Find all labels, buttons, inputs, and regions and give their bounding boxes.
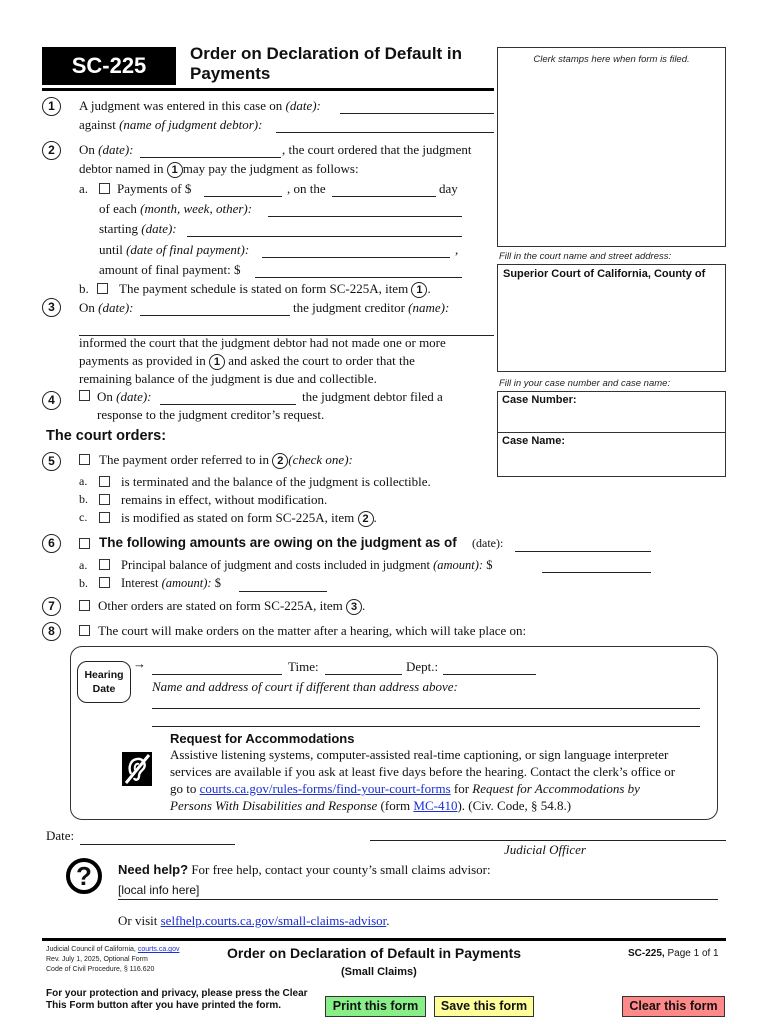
ref-item-1: 1: [411, 282, 427, 298]
schedule-text: The payment schedule is stated on form SC-225A, item 1 .: [119, 281, 431, 296]
title-line-1: Order on Declaration of Default in: [190, 44, 463, 63]
ref-item-1: 1: [209, 354, 225, 370]
assistive-listening-icon: [122, 752, 152, 786]
alt-address-line-2[interactable]: [152, 726, 700, 727]
payment-period-input[interactable]: [268, 216, 462, 217]
on-the-label: , on the: [287, 181, 326, 196]
item2b-label: b.: [79, 281, 89, 296]
courts-ca-gov-link[interactable]: courts.ca.gov: [137, 946, 180, 953]
response-checkbox[interactable]: [79, 390, 90, 401]
item5c-label: c.: [79, 510, 88, 524]
ref-item-1: 1: [167, 162, 183, 178]
amounts-owing-checkbox[interactable]: [79, 538, 90, 549]
item3-on-label: On (date):: [79, 300, 134, 315]
page-indicator: SC-225, Page 1 of 1: [628, 948, 719, 959]
item1-line1: A judgment was entered in this case on (date):: [79, 98, 321, 113]
comma: ,: [455, 242, 459, 257]
case-number-field[interactable]: [498, 392, 725, 432]
local-info-line: [118, 899, 718, 900]
hearing-date-input[interactable]: [152, 674, 282, 675]
principal-amount-input[interactable]: [542, 572, 651, 573]
payment-amount-input[interactable]: [204, 196, 282, 197]
court-box-hint: Fill in the court name and street address:: [499, 251, 672, 262]
form-id-badge: SC-225: [42, 47, 176, 85]
item4-on-label: On (date):: [97, 389, 152, 404]
council-text: Judicial Council of California, courts.ca.gov: [46, 946, 180, 953]
item6-date-label: (date):: [472, 536, 504, 550]
footer-title: Order on Declaration of Default in Payments: [227, 945, 522, 961]
creditor-label: the judgment creditor (name):: [293, 300, 450, 315]
help-text: Need help? For free help, contact your county’s small claims advisor:: [118, 862, 491, 877]
clerk-stamp-box: [497, 47, 726, 247]
principal-checkbox[interactable]: [99, 559, 110, 570]
arrow-right-icon: →: [133, 656, 146, 671]
item2-line1-left: On (date):: [79, 142, 134, 157]
interest-amount-input[interactable]: [239, 591, 327, 592]
item-number-8: 8: [42, 622, 61, 641]
title-line-2: Payments: [190, 64, 271, 83]
item-number-7: 7: [42, 597, 61, 616]
court-orders-heading: The court orders:: [46, 428, 167, 444]
ref-item-2: 2: [358, 511, 374, 527]
alt-address-line-1[interactable]: [152, 708, 700, 709]
item4-line2: response to the judgment creditor’s request.: [97, 407, 325, 422]
interest-checkbox[interactable]: [99, 577, 110, 588]
until-label: until (date of final payment):: [99, 242, 250, 257]
selfhelp-link[interactable]: selfhelp.courts.ca.gov/small-claims-advisor: [160, 913, 387, 928]
clerk-stamp-caption: Clerk stamps here when form is filed.: [533, 54, 690, 65]
item-number-6: 6: [42, 534, 61, 553]
judgment-date-input[interactable]: [340, 113, 494, 114]
visit-text: Or visit selfhelp.courts.ca.gov/small-claims-advisor.: [118, 913, 390, 928]
save-form-button[interactable]: Save this form: [434, 996, 534, 1017]
item-number-4: 4: [42, 391, 61, 410]
item1-line2: against (name of judgment debtor):: [79, 117, 263, 132]
remains-checkbox[interactable]: [99, 494, 110, 505]
final-payment-amount-input[interactable]: [255, 277, 462, 278]
interest-text: Interest (amount): $: [121, 576, 221, 590]
signature-date-input[interactable]: [80, 844, 235, 845]
schedule-checkbox[interactable]: [97, 283, 108, 294]
other-orders-checkbox[interactable]: [79, 600, 90, 611]
payments-checkbox[interactable]: [99, 183, 110, 194]
privacy-line-2: This Form button after you have printed the form.: [46, 1000, 282, 1011]
payments-of-label: Payments of $: [117, 181, 192, 196]
item2-line2: debtor named in 1 may pay the judgment as follows:: [79, 161, 359, 176]
accommodations-line-3: go to courts.ca.gov/rules-forms/find-your-court-forms for Request for Accommodations by: [170, 781, 640, 796]
code-text: Code of Civil Procedure, § 116.620: [46, 966, 155, 973]
default-date-input[interactable]: [140, 315, 290, 316]
item2-line1-right: , the court ordered that the judgment: [282, 142, 472, 157]
court-forms-link[interactable]: courts.ca.gov/rules-forms/find-your-court-forms: [199, 781, 451, 796]
final-payment-date-input[interactable]: [262, 257, 450, 258]
item6a-label: a.: [79, 558, 88, 572]
item-number-3: 3: [42, 298, 61, 317]
court-name-heading: Superior Court of California, County of: [503, 268, 706, 280]
item2a-label: a.: [79, 181, 89, 196]
day-label: day: [439, 181, 458, 196]
accommodations-title: Request for Accommodations: [170, 731, 355, 746]
accommodations-line-4: Persons With Disabilities and Response (form MC-410). (Civ. Code, § 54.8.): [170, 798, 572, 813]
payment-day-input[interactable]: [332, 196, 436, 197]
judgment-debtor-input[interactable]: [276, 132, 494, 133]
alt-address-label: Name and address of court if different than address above:: [152, 679, 458, 694]
each-label: of each (month, week, other):: [99, 201, 253, 216]
case-name-field[interactable]: [498, 432, 725, 475]
item3-line2: informed the court that the judgment debtor had not made one or more: [79, 335, 446, 350]
judicial-officer-signature-line[interactable]: [370, 840, 726, 841]
item5b-text: remains in effect, without modification.: [121, 492, 328, 507]
question-mark-icon: ?: [66, 858, 102, 894]
item5c-text: is modified as stated on form SC-225A, item 2 .: [121, 510, 377, 525]
accommodations-line-1: Assistive listening systems, computer-assisted real-time captioning, or sign language interpreter: [170, 747, 669, 762]
item3-line3: payments as provided in 1 and asked the court to order that the: [79, 353, 415, 368]
hearing-checkbox[interactable]: [79, 625, 90, 636]
item-number-5: 5: [42, 452, 61, 471]
item5-text: The payment order referred to in 2 (check one):: [99, 452, 353, 467]
ref-item-3: 3: [346, 599, 362, 615]
item5a-label: a.: [79, 474, 88, 488]
case-info-box: [497, 391, 726, 477]
footer-rule: [42, 938, 726, 941]
item8-text: The court will make orders on the matter after a hearing, which will take place on:: [98, 623, 527, 638]
page-title: [190, 44, 462, 84]
order-date-input[interactable]: [140, 157, 281, 158]
judicial-officer-label: Judicial Officer: [504, 842, 586, 857]
modified-checkbox[interactable]: [99, 512, 110, 523]
header-rule: [42, 88, 494, 91]
item3-line4: remaining balance of the judgment is due and collectible.: [79, 371, 377, 386]
mc-410-link[interactable]: MC-410: [413, 798, 458, 813]
hearing-time-input[interactable]: [325, 674, 402, 675]
item4-post: the judgment debtor filed a: [302, 389, 443, 404]
item7-text: Other orders are stated on form SC-225A, item 3 .: [98, 598, 366, 613]
starting-label: starting (date):: [99, 221, 177, 236]
footer-subtitle: (Small Claims): [341, 966, 417, 978]
date-label: Date:: [46, 828, 75, 843]
privacy-line-1: For your protection and privacy, please press the Clear: [46, 988, 308, 999]
court-name-field[interactable]: [497, 264, 726, 372]
item6b-label: b.: [79, 576, 88, 590]
hearing-dept-input[interactable]: [443, 674, 536, 675]
owing-date-input[interactable]: [515, 551, 651, 552]
case-name-label: Case Name:: [502, 435, 565, 447]
item5b-label: b.: [79, 492, 88, 506]
case-number-label: Case Number:: [502, 394, 577, 406]
accommodations-line-2: services are available if you ask at least five days before the hearing. Contact the clerk’s office or: [170, 764, 676, 779]
print-form-button[interactable]: Print this form: [325, 996, 426, 1017]
revision-text: Rev. July 1, 2025, Optional Form: [46, 956, 148, 963]
dept-label: Dept.:: [406, 659, 439, 674]
item6-text: The following amounts are owing on the judgment as of: [99, 535, 457, 550]
local-info: [local info here]: [118, 883, 200, 897]
item5a-text: is terminated and the balance of the judgment is collectible.: [121, 474, 431, 489]
response-date-input[interactable]: [160, 404, 296, 405]
payment-order-checkbox[interactable]: [79, 454, 90, 465]
item-number-2: 2: [42, 141, 61, 160]
terminated-checkbox[interactable]: [99, 476, 110, 487]
ref-item-2: 2: [272, 453, 288, 469]
final-amount-label: amount of final payment: $: [99, 262, 241, 277]
time-label: Time:: [288, 659, 319, 674]
clear-form-button[interactable]: Clear this form: [622, 996, 725, 1017]
item-number-1: 1: [42, 97, 61, 116]
case-box-hint: Fill in your case number and case name:: [499, 378, 671, 389]
hearing-date-pill: Hearing Date: [77, 661, 131, 703]
principal-text: Principal balance of judgment and costs included in judgment (amount): $: [121, 558, 493, 572]
starting-date-input[interactable]: [187, 236, 462, 237]
